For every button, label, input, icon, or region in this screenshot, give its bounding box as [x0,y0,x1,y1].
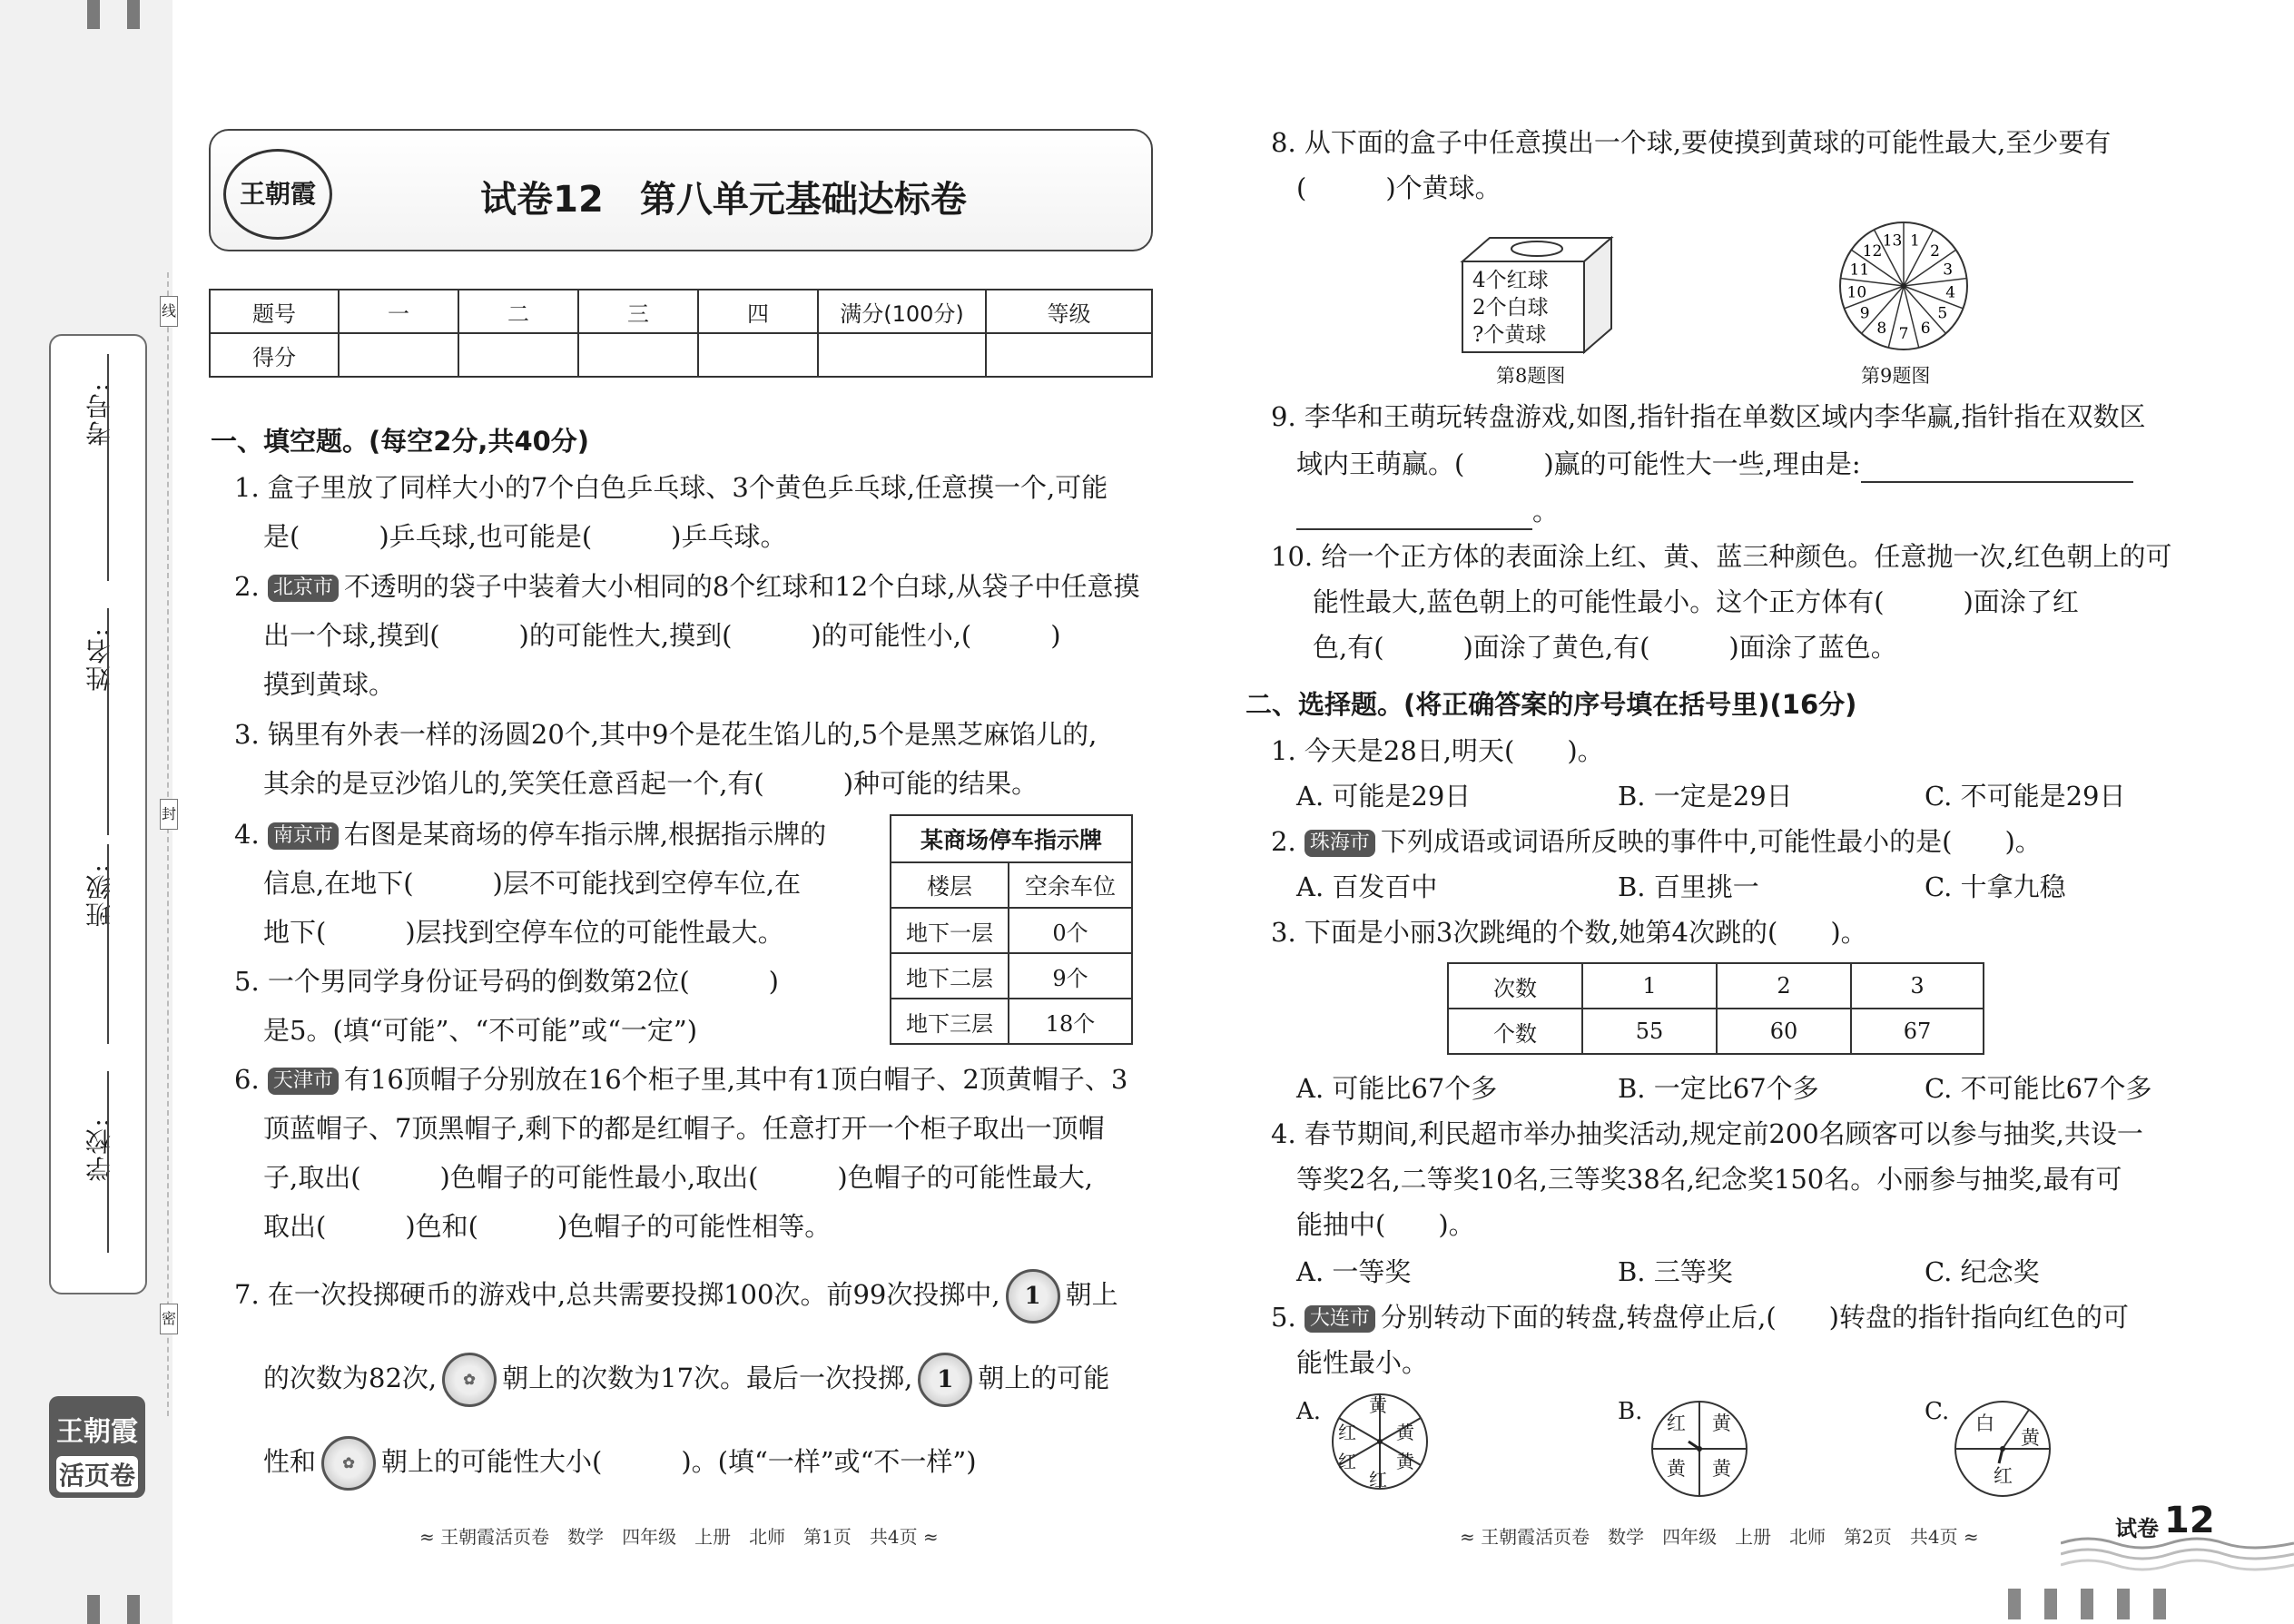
c4-option[interactable]: C. 纪念奖 [1925,1256,2040,1287]
spinner-number: 3 [1943,261,1954,280]
page-marker [127,0,140,29]
exam-number-line[interactable] [107,354,109,581]
spinner-number: 7 [1898,325,1909,343]
spinner-number: 13 [1882,231,1903,251]
score-table [209,289,1153,378]
score-cell[interactable] [458,333,578,377]
q1-line: 是( )乒乓球,也可能是( )乒乓球。 [263,521,787,552]
student-info-box [49,334,147,1294]
q4-line: 4. 南京市 右图是某商场的停车指示牌,根据指示牌的 [234,819,827,850]
q7-line: 的次数为82次, ✿ 朝上的次数为17次。最后一次投掷, 1 朝上的可能 [263,1349,1109,1407]
spinner-b-sector: 黄 [1667,1458,1686,1480]
parking-cell: 18个 [1009,999,1132,1044]
region-tag: 珠海市 [1305,830,1375,857]
figure-9-caption: 第9题图 [1861,365,1931,387]
c2-option[interactable]: C. 十拿九稳 [1925,871,2066,902]
jump-header: 3 [1851,963,1984,1009]
score-header: 一 [339,290,458,333]
box-line: ?个黄球 [1472,323,1547,347]
q10-line: 色,有( )面涂了黄色,有( )面涂了蓝色。 [1313,632,1897,663]
jump-header: 1 [1582,963,1717,1009]
right-footer: ≈ 王朝霞活页卷 数学 四年级 上册 北师 第2页 共4页 ≈ [1460,1526,1979,1548]
parking-cell: 地下三层 [891,999,1009,1044]
page-marker [2044,1589,2057,1619]
c4-option[interactable]: A. 一等奖 [1296,1256,1412,1287]
region-tag: 南京市 [268,822,339,850]
parking-header: 空余车位 [1009,862,1132,908]
class-line[interactable] [107,844,109,1044]
cut-line [167,272,169,1416]
coin-number: 1 [937,1366,954,1393]
parking-cell: 9个 [1009,953,1132,999]
jump-cell: 60 [1717,1009,1851,1054]
c2-option[interactable]: A. 百发百中 [1296,871,1438,902]
coin-number-icon [1006,1269,1060,1324]
coin-number: 1 [1024,1283,1041,1310]
answer-line[interactable] [1861,447,2133,483]
q6-line: 子,取出( )色帽子的可能性最小,取出( )色帽子的可能性最大, [263,1162,1093,1193]
figure-8-caption: 第8题图 [1496,365,1566,387]
parking-cell: 地下一层 [891,908,1009,953]
name-label: 姓名: [84,626,114,692]
page-marker [2153,1589,2166,1619]
coin-number-icon [918,1353,972,1407]
score-header: 三 [578,290,698,333]
left-footer: ≈ 王朝霞活页卷 数学 四年级 上册 北师 第1页 共4页 ≈ [419,1526,939,1548]
spinner-number: 9 [1859,304,1870,323]
spinner-number: 11 [1849,261,1870,280]
score-cell[interactable] [578,333,698,377]
q9-line: 。 [1296,494,1559,530]
parking-cell: 地下二层 [891,953,1009,999]
c4-line: 等奖2名,二等奖10名,三等奖38名,纪念奖150名。小丽参与抽奖,最有可 [1296,1164,2122,1195]
section-1-heading: 一、填空题。(每空2分,共40分) [211,426,590,457]
page-marker [127,1595,140,1624]
c4-option[interactable]: B. 三等奖 [1618,1256,1733,1287]
spinner-a-sector: 红 [1338,1422,1356,1443]
spinner-a-sector: 黄 [1396,1451,1414,1472]
q4-line: 信息,在地下( )层不可能找到空停车位,在 [263,868,802,899]
coin-flower-icon: ✿ [321,1436,376,1491]
parking-cell: 0个 [1009,908,1132,953]
q7-line: 7. 在一次投掷硬币的游戏中,总共需要投掷100次。前99次投掷中, 1 朝上 [234,1265,1118,1324]
q5-line: 是5。(填“可能”、“不可能”或“一定”) [263,1015,698,1046]
c3-option[interactable]: B. 一定比67个多 [1618,1073,1819,1104]
wave-decoration-icon [2061,1534,2294,1580]
spinner-pivot [1901,283,1906,289]
cut-mark: 线 [160,296,178,327]
c4-line: 4. 春节期间,利民超市举办抽奖活动,规定前200名顾客可以参与抽奖,共设一 [1271,1118,2143,1149]
parking-table [890,814,1133,1045]
q2-line: 出一个球,摸到( )的可能性大,摸到( )的可能性小,( ) [263,620,1061,651]
name-line[interactable] [107,608,109,835]
score-cell[interactable] [986,333,1152,377]
spinner-number: 10 [1846,283,1867,302]
spinner-number: 8 [1876,320,1887,339]
page-marker [2117,1589,2130,1619]
jump-cell: 67 [1851,1009,1984,1054]
spinner-b[interactable] [1649,1398,1750,1500]
c1-option[interactable]: C. 不可能是29日 [1925,781,2126,812]
jump-header: 2 [1717,963,1851,1009]
q6-line: 6. 天津市 有16顶帽子分别放在16个柜子里,其中有1顶白帽子、2顶黄帽子、3 [234,1064,1128,1095]
page-marker [2008,1589,2021,1619]
region-tag: 北京市 [268,575,339,602]
cut-mark: 封 [160,799,178,830]
score-header: 二 [458,290,578,333]
c3-option[interactable]: A. 可能比67个多 [1296,1073,1498,1104]
box-line: 2个白球 [1472,296,1549,320]
page-title: 试卷12 第八单元基础达标卷 [480,179,967,221]
spinner-number: 1 [1910,231,1920,251]
brand-logo [49,1396,145,1498]
parking-title: 某商场停车指示牌 [891,815,1132,862]
answer-line[interactable] [1296,494,1532,530]
score-cell[interactable] [818,333,986,377]
spinner-c-sector: 红 [1994,1465,2013,1487]
spinner-a-sector: 黄 [1396,1422,1414,1443]
spinner-number: 6 [1920,320,1931,339]
score-cell[interactable] [339,333,458,377]
score-header: 等级 [986,290,1152,333]
spinner-a-sector: 红 [1338,1451,1356,1472]
c1-option[interactable]: B. 一定是29日 [1618,781,1793,812]
section-2-heading: 二、选择题。(将正确答案的序号填在括号里)(16分) [1245,689,1857,720]
cut-mark: 密 [160,1304,178,1334]
spinner-b-label[interactable]: B. [1618,1398,1643,1425]
q6-line: 取出( )色和( )色帽子的可能性相等。 [263,1211,832,1242]
spinner-a-sector: 红 [1369,1469,1387,1491]
c4-line: 能抽中( )。 [1296,1209,1475,1240]
stamp-text: 王朝霞 [239,179,316,209]
region-tag: 大连市 [1305,1305,1375,1333]
spinner-number: 5 [1937,304,1948,323]
q10-line: 能性最大,蓝色朝上的可能性最小。这个正方体有( )面涂了红 [1313,586,2079,617]
q9-line: 域内王萌赢。( )赢的可能性大一些,理由是: [1296,447,2133,483]
school-label: 学校: [84,1117,114,1182]
q9-line: 9. 李华和王萌玩转盘游戏,如图,指针指在单数区域内李华赢,指针指在双数区 [1271,401,2146,432]
jump-cell: 个数 [1448,1009,1582,1054]
paper-number: 12 [2164,1500,2215,1541]
spinner-13-figure [1836,218,1972,354]
score-header: 题号 [210,290,339,333]
school-line[interactable] [107,1071,109,1253]
c1-line: 1. 今天是28日,明天( )。 [1271,735,1604,766]
spinner-b-sector: 红 [1667,1412,1686,1434]
c3-option[interactable]: C. 不可能比67个多 [1925,1073,2152,1104]
parking-header: 楼层 [891,862,1009,908]
box-line: 4个红球 [1472,269,1549,292]
spinner-a-sector: 黄 [1369,1394,1387,1416]
q1-line: 1. 盒子里放了同样大小的7个白色乒乓球、3个黄色乒乓球,任意摸一个,可能 [234,472,1108,503]
spinner-c-label[interactable]: C. [1925,1398,1950,1425]
c5-line: 能性最小。 [1296,1347,1429,1378]
q6-line: 顶蓝帽子、7顶黑帽子,剩下的都是红帽子。任意打开一个柜子取出一顶帽 [263,1113,1105,1144]
spinner-number: 2 [1930,242,1940,261]
title-banner [209,129,1153,251]
spinner-b-sector: 黄 [1712,1412,1731,1434]
logo-bottom-text: 活页卷 [56,1456,138,1492]
c2-line: 2. 珠海市 下列成语或词语所反映的事件中,可能性最小的是( )。 [1271,826,2042,857]
q2-line: 2. 北京市 不透明的袋子中装着大小相同的8个红球和12个白球,从袋子中任意摸 [234,571,1140,602]
score-header: 满分(100分) [818,290,986,333]
region-tag: 天津市 [268,1068,339,1095]
c5-line: 5. 大连市 分别转动下面的转盘,转盘停止后,( )转盘的指针指向红色的可 [1271,1302,2129,1333]
spinner-c-sector: 黄 [2021,1427,2040,1449]
score-header: 四 [698,290,818,333]
q4-line: 地下( )层找到空停车位的可能性最大。 [263,917,784,948]
exam-number-label: 考号: [84,381,114,447]
class-label: 班级: [84,862,114,928]
spinner-b-sector: 黄 [1712,1458,1731,1480]
spinner-c-sector: 白 [1975,1412,1994,1434]
q7-line: 性和 ✿ 朝上的可能性大小( )。(填“一样”或“不一样”) [263,1432,977,1491]
q8-line: ( )个黄球。 [1296,172,1501,203]
jump-rope-table [1447,962,1984,1055]
q3-line: 其余的是豆沙馅儿的,笑笑任意舀起一个,有( )种可能的结果。 [263,768,1039,799]
q8-line: 8. 从下面的盒子中任意摸出一个球,要使摸到黄球的可能性最大,至少要有 [1271,127,2112,158]
c2-option[interactable]: B. 百里挑一 [1618,871,1759,902]
page-marker [2081,1589,2093,1619]
spinner-a-label[interactable]: A. [1296,1398,1322,1425]
jump-cell: 55 [1582,1009,1717,1054]
q10-line: 10. 给一个正方体的表面涂上红、黄、蓝三种颜色。任意抛一次,红色朝上的可 [1271,541,2172,572]
q2-line: 摸到黄球。 [263,669,396,700]
logo-top-text: 王朝霞 [56,1416,138,1448]
coin-flower-icon: ✿ [442,1353,497,1407]
page-marker [87,1595,100,1624]
paper-label: 试卷 [2115,1516,2159,1541]
c1-option[interactable]: A. 可能是29日 [1296,781,1472,812]
spinner-number: 12 [1862,242,1883,261]
c3-line: 3. 下面是小丽3次跳绳的个数,她第4次跳的( )。 [1271,917,1867,948]
page-marker [87,0,100,29]
q5-line: 5. 一个男同学身份证号码的倒数第2位( ) [234,966,779,997]
spinner-number: 4 [1945,283,1956,302]
score-label: 得分 [210,333,339,377]
q3-line: 3. 锅里有外表一样的汤圆20个,其中9个是花生馅儿的,5个是黑芝麻馅儿的, [234,719,1098,750]
score-cell[interactable] [698,333,818,377]
jump-header: 次数 [1448,963,1582,1009]
